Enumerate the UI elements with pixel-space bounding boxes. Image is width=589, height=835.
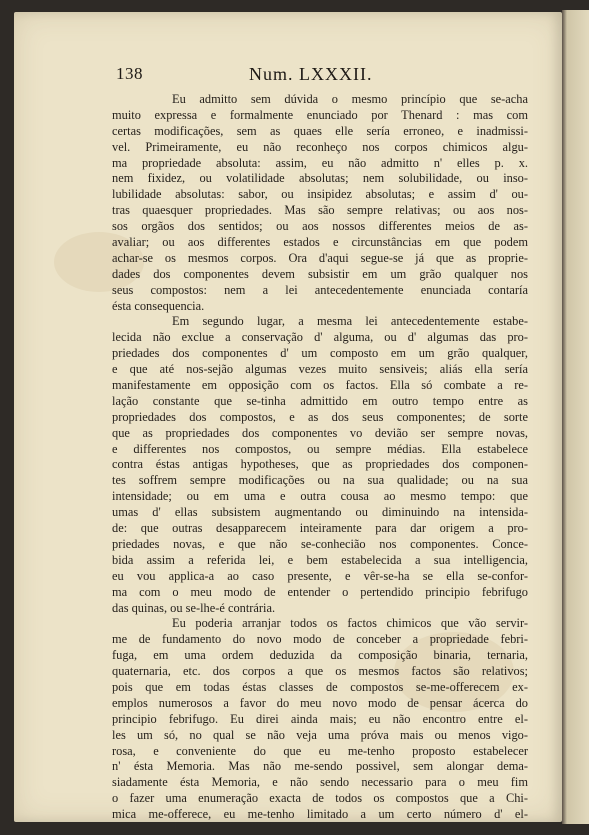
text-line: lação constante que se-tinha admittido em outro tempo entre as <box>112 393 528 408</box>
text-line: umas d' ellas subsistem augmentando ou diminuindo na intensida- <box>112 505 528 520</box>
text-line: principio febrifugo. Eu direi ainda mais; eu não encontro entre el- <box>112 711 528 726</box>
body-text <box>112 92 528 823</box>
adjacent-page-edge <box>562 10 589 824</box>
text-line: fuga, em uma ordem deduzida da composição binaria, ternaria, <box>112 648 528 663</box>
text-line: lubilidade absolutas: sabor, ou insipidez absolutas; e assim d' ou- <box>112 187 528 202</box>
text-line: achar-se os mesmos corpos. Ora d'aqui segue-se já que as proprie- <box>112 250 528 265</box>
text-line: me de fundamento do novo modo de conceber a propriedade febri- <box>112 632 528 647</box>
text-line: priedades dos componentes d' um composto em um grão qualquer, <box>112 346 528 361</box>
text-line: muito expressa e formalmente enunciado por Thenard : mas com <box>112 107 528 122</box>
text-line: e differentes nos compostos, ou sempre médias. Ella estabelece <box>112 441 528 456</box>
text-line: nem fixidez, ou volatilidade absolutas; nem solubilidade, ou inso- <box>112 171 528 186</box>
text-line: Eu poderia arranjar todos os factos chimicos que vão servir- <box>172 616 528 631</box>
text-line: bida assim a referida lei, e bem estabelecida a sua intelligencia, <box>112 552 528 567</box>
page-number: 138 <box>116 64 143 83</box>
text-line: das quinas, ou se-lhe-é contrária. <box>112 600 276 615</box>
text-line: ésta consequencia. <box>112 298 205 313</box>
text-line: vel. Primeiramente, eu não reconheço nos corpos chimicos algu- <box>112 139 528 154</box>
text-line: seus compostos: nem a lei antecedentemente enunciada contaría <box>112 282 528 297</box>
text-line: contra éstas antigas hypotheses, que as propriedades dos componen- <box>112 457 528 472</box>
text-line: les um só, no qual se não veja uma próva mais ou menos vigo- <box>112 727 528 742</box>
text-line: que as propriedades dos componentes vo devião ser sempre novas, <box>112 425 528 440</box>
text-line: priedades novas, e que não se-conhecião nos componentes. Conce- <box>112 536 528 551</box>
text-line: emplos numerosos a favor do meu novo modo de pensar ácerca do <box>112 695 528 710</box>
text-line: sos orgãos dos sentidos; ou aos nossos differentes meios de as- <box>112 219 528 234</box>
text-line: mica me-offerece, eu me-tenho limitado a um certo número d' el- <box>112 807 528 822</box>
text-line: propriedades dos compostos, e as dos seus componentes; de sorte <box>112 409 528 424</box>
text-line: quaternaria, etc. dos corpos a que os mesmos factos são relativos; <box>112 664 528 679</box>
text-line: de: que outras desapparecem inteiramente para dar origem a pro- <box>112 521 528 536</box>
text-line: manifestamente em opposição com os factos. Ella só combate a re- <box>112 378 528 393</box>
text-line: Eu admitto sem dúvida o mesmo princípio que se-acha <box>172 92 528 106</box>
running-head: Num. LXXXII. <box>249 64 373 84</box>
text-line: eu vou applica-a ao caso presente, e vêr-se-ha se ella se-confor- <box>112 568 528 583</box>
text-line: Em segundo lugar, a mesma lei antecedentemente estabe- <box>172 314 528 329</box>
text-line: rosa, e conveniente do que eu me-tenho proposto estabelecer <box>112 743 528 758</box>
text-line: ma propriedade absoluta: assim, eu não admitto n' elles p. x. <box>112 155 528 170</box>
text-line: siadamente ésta Memoria, e não sendo necessario para o meu fim <box>112 775 528 790</box>
text-line: tes soffrem sempre modificações ou na sua qualidade; ou na sua <box>112 473 528 488</box>
text-line: intensidade; ou em uma e outra cousa ao mesmo tempo: que <box>112 489 528 504</box>
text-line: tras quaesquer propriedades. Mas são sempre relativas; ou aos nos- <box>112 203 528 218</box>
page-header <box>116 64 526 86</box>
text-line: o fazer uma enumeração exacta de todos os compostos que a Chi- <box>112 791 528 806</box>
text-line: avaliar; ou aos differentes estados e circunstâncias em que podem <box>112 235 528 250</box>
text-line: pois que em todas éstas classes de compostos se-me-offerecem ex- <box>112 679 528 694</box>
text-line: ma com o meu modo de entender o pertendido principio febrifugo <box>112 584 528 599</box>
text-line: e que até nos-sejão algumas vezes muito sensiveis; aliás ella sería <box>112 362 528 377</box>
text-line: n' ésta Memoria. Mas não me-sendo possivel, sem alongar dema- <box>112 759 528 774</box>
text-line: dades dos componentes devem subsistir em um grão qualquer nos <box>112 266 528 281</box>
text-line: lecida não exclue a conservação d' alguma, ou d' algumas das pro- <box>112 330 528 345</box>
text-line: certas modificações, sem as quaes elle sería erroneo, e inadmissi- <box>112 123 528 138</box>
